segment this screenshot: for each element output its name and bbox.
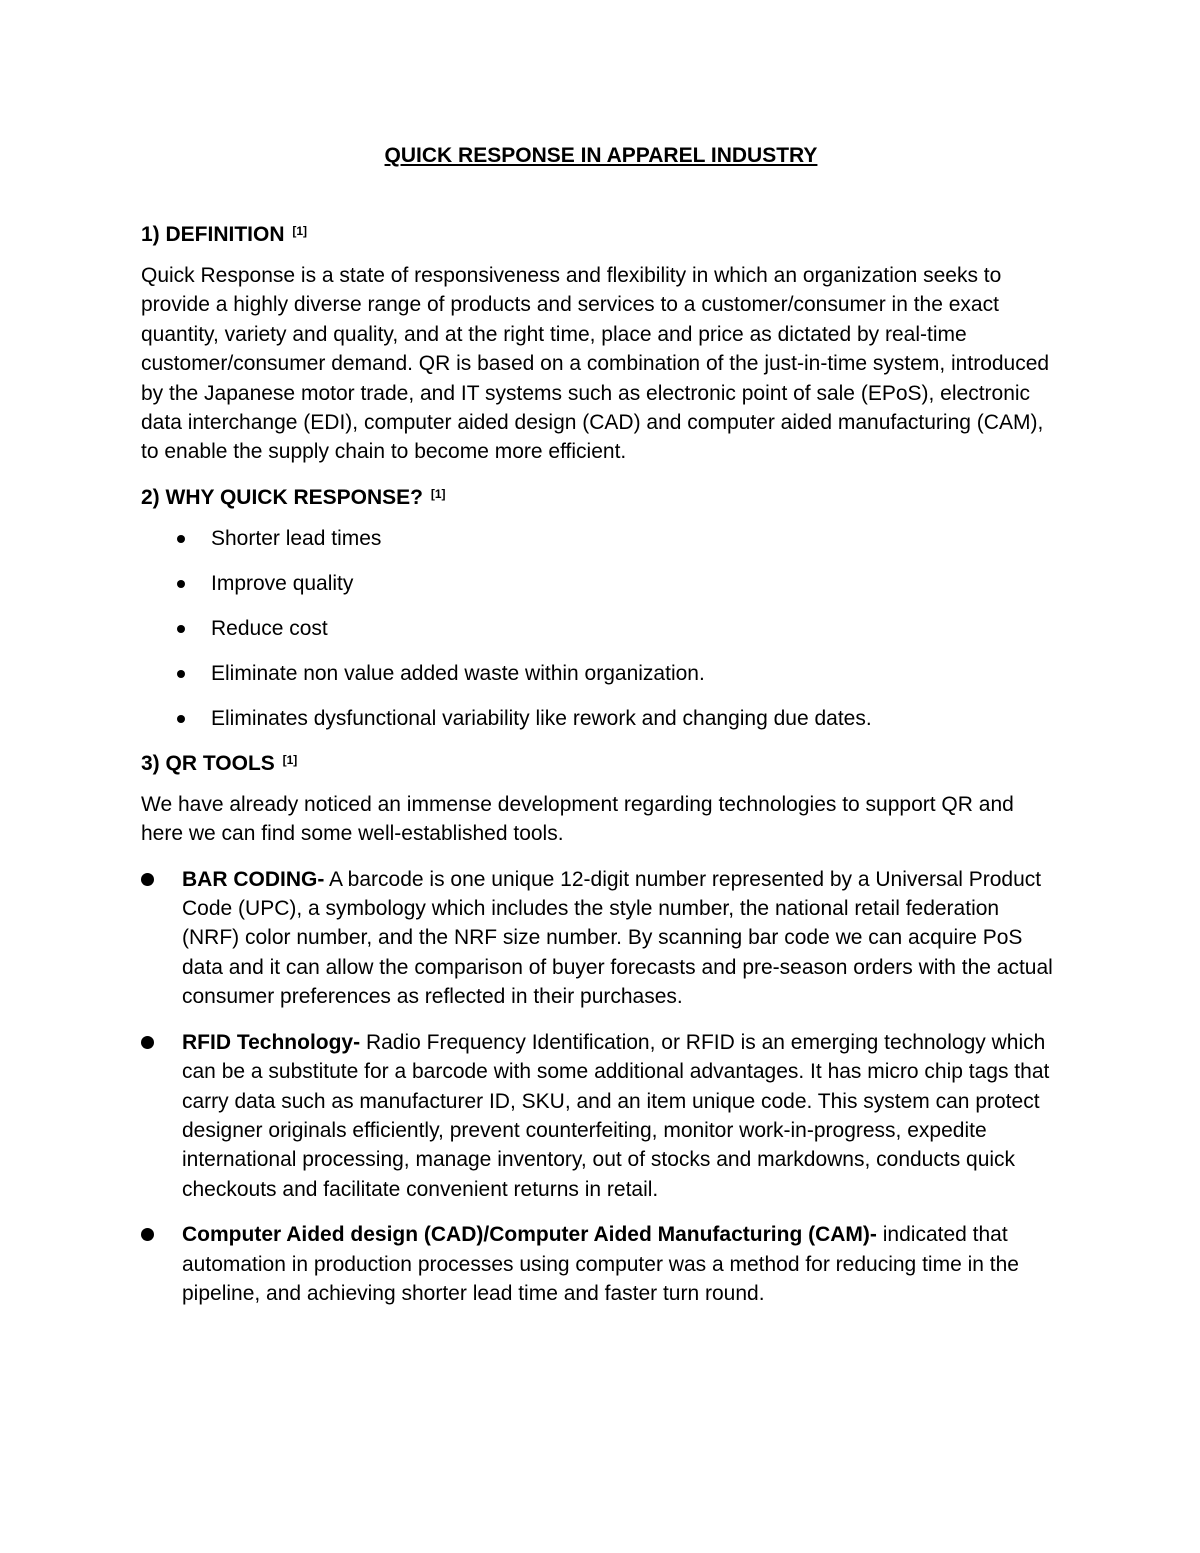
section-heading-qr-tools — [141, 749, 1061, 778]
section-heading-definition — [141, 220, 1061, 249]
tool-term: Computer Aided design (CAD)/Computer Aided Manufacturing (CAM)- — [182, 1223, 877, 1247]
section-heading-text: 1) DEFINITION — [141, 223, 285, 246]
bullet-icon — [141, 873, 154, 886]
tool-description: A barcode is one unique 12-digit number represented by a Universal Product Code (UPC), a symbology which includes the style number, the national retail federation (NRF) color number, and the NRF size number. By scanning bar code we can acquire PoS data and it can allow the comparison of buyer forecasts and pre-season orders with the actual consumer preferences as reflected in their purchases. — [182, 867, 1053, 1009]
qr-tools-list — [141, 865, 1061, 1309]
list-item — [141, 704, 1061, 733]
list-item — [141, 614, 1061, 643]
document-title: QUICK RESPONSE IN APPAREL INDUSTRY — [384, 144, 818, 167]
reference-marker: [1] — [292, 224, 308, 238]
bullet-icon — [141, 1036, 154, 1049]
list-item-text: Eliminate non value added waste within organization. — [211, 661, 705, 685]
reference-marker: [1] — [282, 752, 298, 767]
reference-marker: [1] — [430, 486, 446, 501]
bullet-icon — [177, 670, 185, 678]
list-item-rfid — [141, 1028, 1061, 1204]
list-item-text: Reduce cost — [211, 616, 328, 640]
bullet-icon — [141, 1228, 154, 1241]
tool-description: indicated that automation in production processes using computer was a method for reducing time in the pipeline, and achieving shorter lead time and faster turn round. — [182, 1223, 1019, 1305]
list-item-cad-cam — [141, 1220, 1061, 1308]
benefits-list — [141, 524, 1061, 733]
bullet-icon — [177, 580, 185, 588]
list-item-text: Improve quality — [211, 571, 354, 595]
qr-tools-intro-paragraph: We have already noticed an immense development regarding technologies to support QR and here we can find some well-established tools. — [141, 792, 1014, 846]
list-item-text: Eliminates dysfunctional variability like rework and changing due dates. — [211, 706, 872, 730]
bullet-icon — [177, 715, 185, 723]
list-item — [141, 659, 1061, 688]
tool-description: Radio Frequency Identification, or RFID is an emerging technology which can be a substitute for a barcode with some additional advantages. It has micro chip tags that carry data such as manufacturer ID, SKU, and an item unique code. This system can protect designer originals efficiently, prevent counterfeiting, monitor work-in-progress, expedite international processing, manage inventory, out of stocks and markdowns, conducts quick checkouts and facilitate convenient returns in retail. — [182, 1030, 1050, 1201]
list-item-bar-coding — [141, 865, 1061, 1012]
tool-term: BAR CODING- — [182, 867, 325, 891]
list-item — [141, 524, 1061, 553]
section-heading-why-quick-response — [141, 483, 1061, 512]
section-heading-text: 2) WHY QUICK RESPONSE? — [141, 485, 423, 509]
tool-term: RFID Technology- — [182, 1030, 361, 1054]
list-item-text: Shorter lead times — [211, 526, 382, 550]
document-page — [141, 141, 1061, 1324]
list-item — [141, 569, 1061, 598]
section-heading-text: 3) QR TOOLS — [141, 751, 275, 775]
definition-paragraph: Quick Response is a state of responsiveness and flexibility in which an organization seeks to provide a highly diverse range of products and services to a customer/consumer in the exact quantity, variety and quality, and at the right time, place and price as dictated by real-time customer/consumer demand. QR is based on a combination of the just-in-time system, introduced by the Japanese motor trade, and IT systems such as electronic point of sale (EPoS), electronic data interchange (EDI), computer aided design (CAD) and computer aided manufacturing (CAM), to enable the supply chain to become more efficient. — [141, 264, 1050, 464]
bullet-icon — [177, 625, 185, 633]
bullet-icon — [177, 535, 185, 543]
